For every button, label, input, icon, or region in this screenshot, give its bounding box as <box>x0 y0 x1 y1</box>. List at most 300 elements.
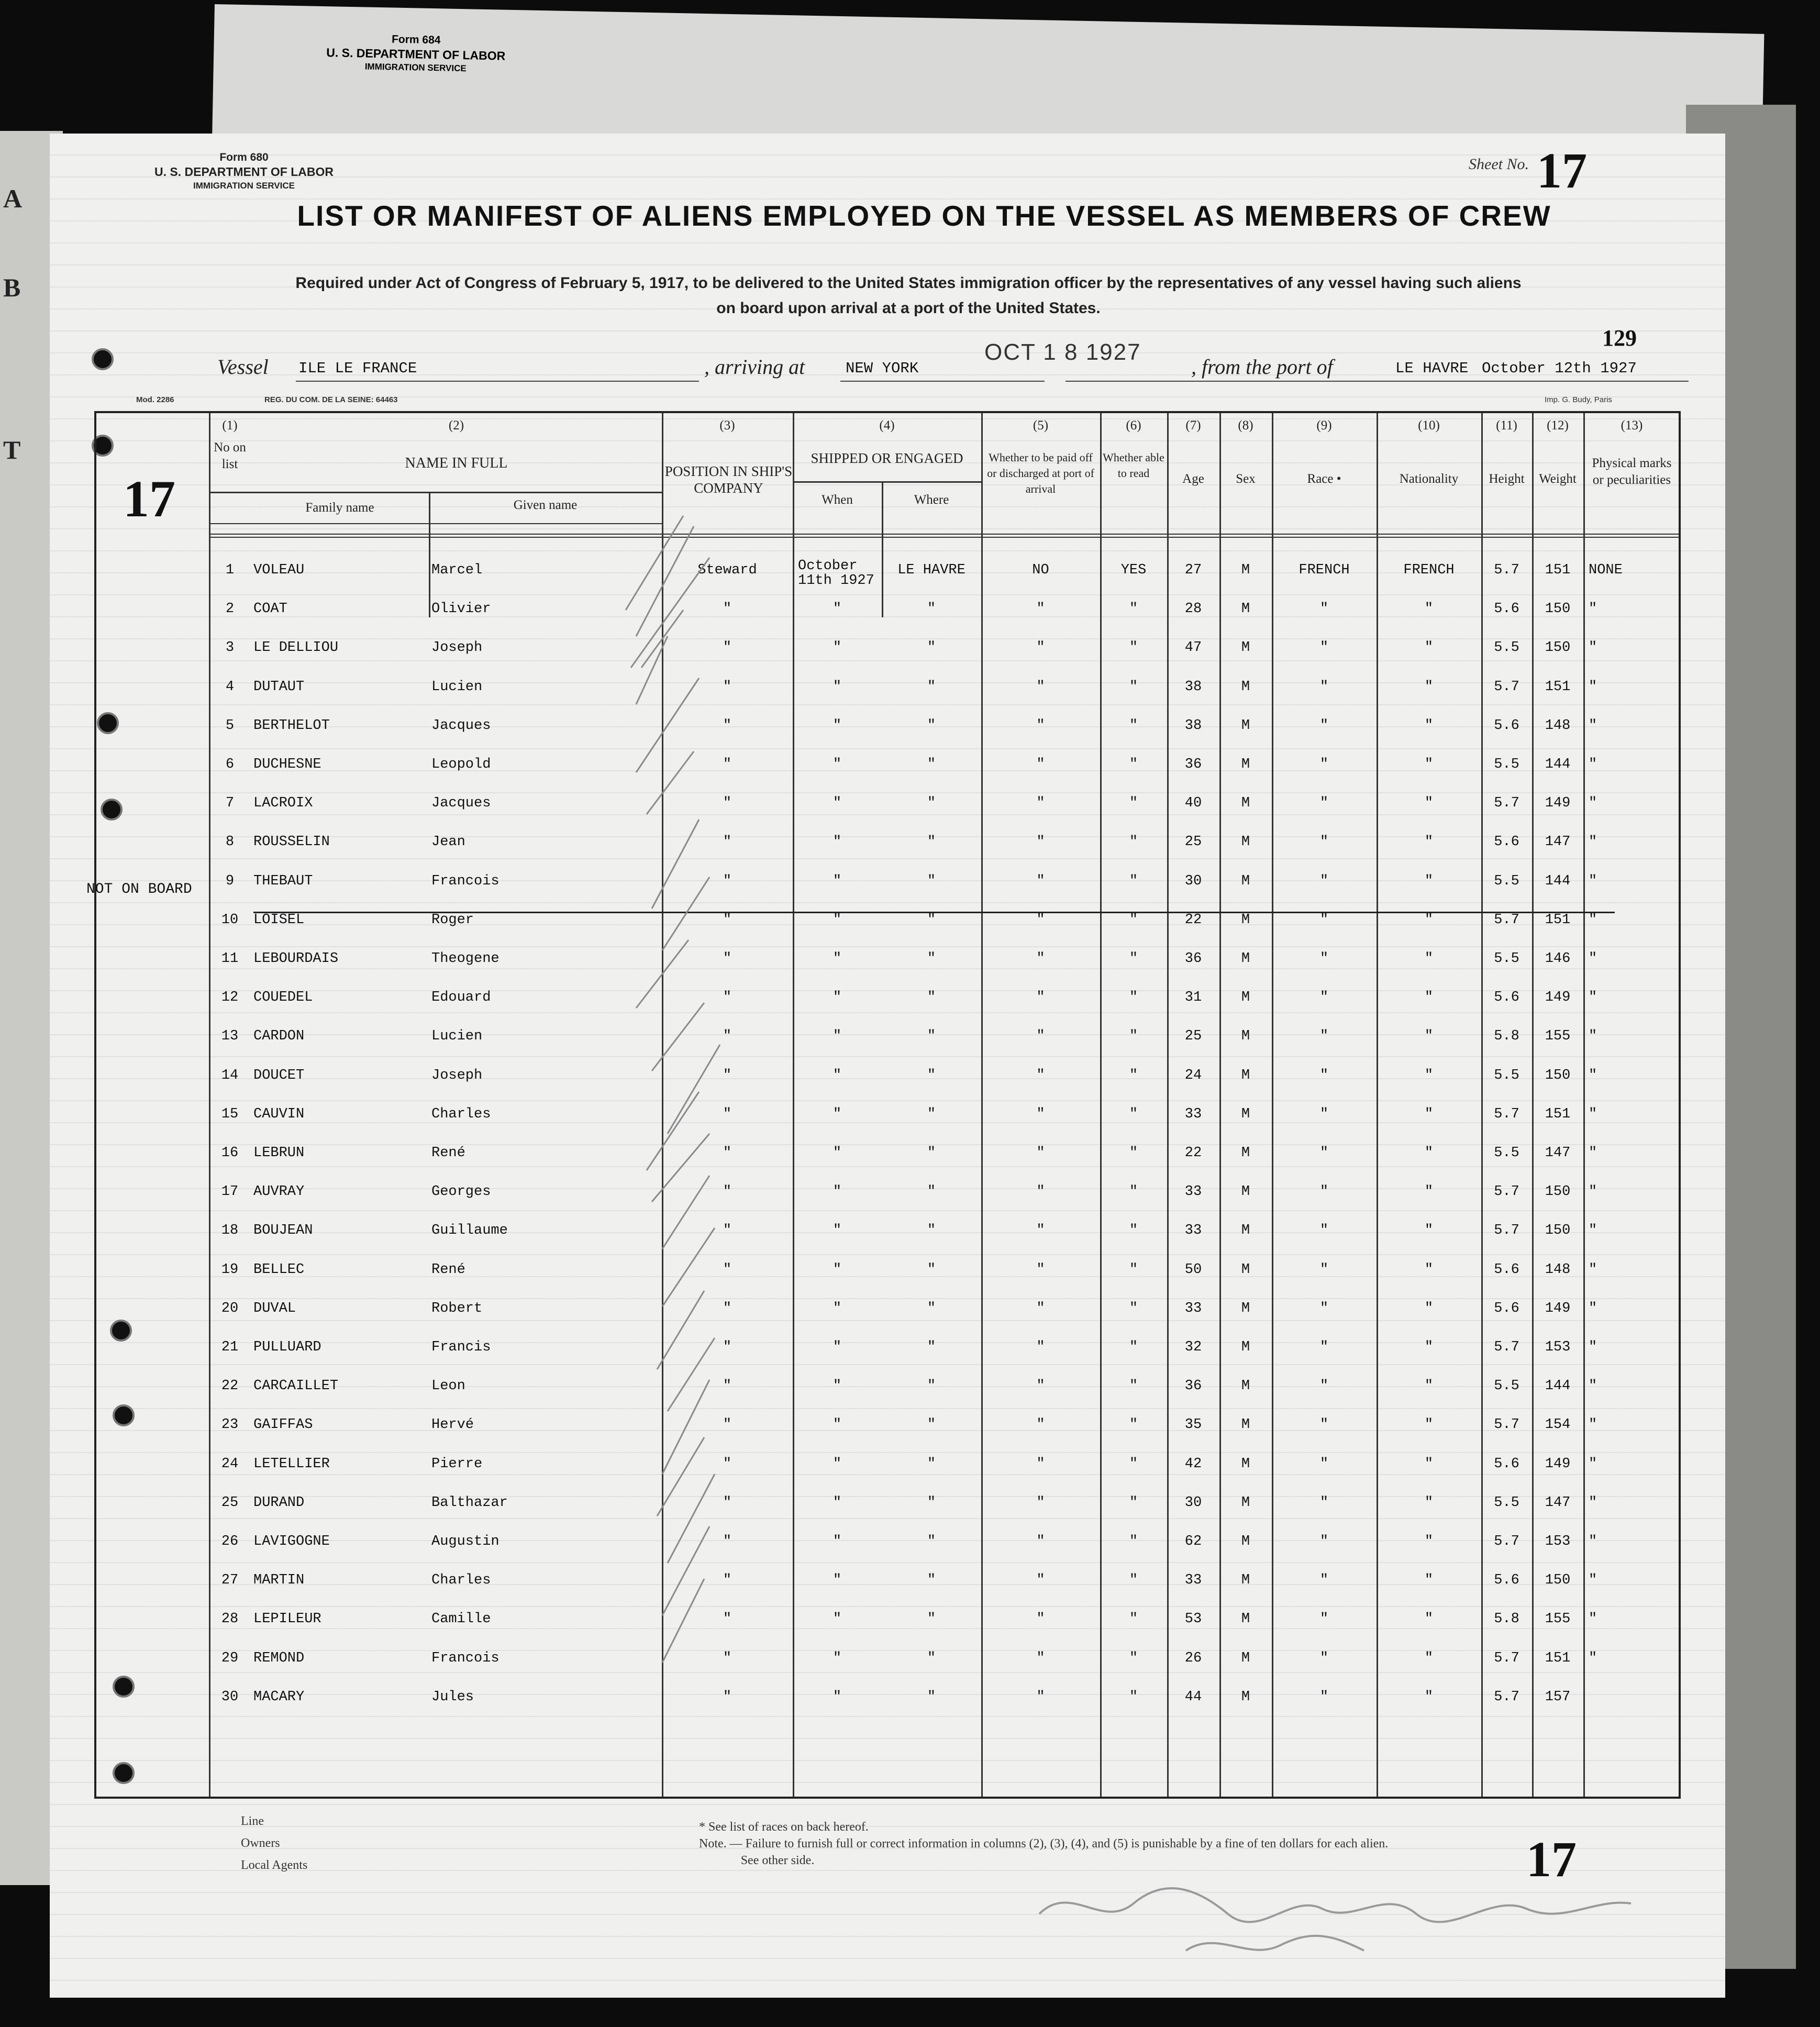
footer-owners-label: Owners <box>241 1836 280 1850</box>
col-4-where-header: Where <box>914 493 949 507</box>
cell-sex: M <box>1241 1611 1250 1627</box>
cell-race: " <box>1319 601 1329 617</box>
cell-read: " <box>1129 990 1138 1006</box>
cell-sex: M <box>1241 1378 1250 1394</box>
col-6-header: Whether able to read <box>1103 451 1164 480</box>
cell-position: " <box>723 1145 732 1161</box>
cell-read: YES <box>1120 562 1147 578</box>
cell-position: " <box>723 679 732 695</box>
cell-marks: NONE <box>1589 562 1623 578</box>
cell-read: " <box>1129 1300 1138 1316</box>
underlying-form-service: IMMIGRATION SERVICE <box>364 61 467 74</box>
col-2-given-header: Given name <box>513 498 578 512</box>
cell-given: Marcel <box>431 562 483 578</box>
cell-nationality: " <box>1424 1494 1434 1511</box>
cell-read: " <box>1129 757 1138 772</box>
cell-age: 30 <box>1184 873 1202 889</box>
col-10-number: (10) <box>1418 418 1440 433</box>
cell-age: 32 <box>1184 1339 1202 1355</box>
cell-race: " <box>1319 1689 1329 1705</box>
cell-sex: M <box>1241 1339 1250 1355</box>
sheet-number-label: Sheet No. <box>1469 156 1529 173</box>
cell-family: BERTHELOT <box>253 717 330 734</box>
cell-where: " <box>927 1261 936 1278</box>
cell-position: " <box>723 1106 732 1122</box>
departure-port: LE HAVRE <box>1395 360 1469 377</box>
cell-nationality: FRENCH <box>1403 562 1455 578</box>
col-13-header: Physical marks or peculiarities <box>1592 456 1672 487</box>
cell-given: Olivier <box>431 601 491 617</box>
cell-given: Theogene <box>431 951 500 967</box>
cell-position: " <box>723 990 732 1006</box>
cell-height: 5.7 <box>1494 562 1519 578</box>
cell-family: AUVRAY <box>253 1184 305 1200</box>
cell-family: LEBRUN <box>253 1145 305 1161</box>
cell-position: " <box>723 1456 732 1472</box>
cell-family: MACARY <box>253 1689 305 1705</box>
cell-race: " <box>1319 873 1329 889</box>
cell-no: 8 <box>225 834 235 850</box>
not-on-board-note: NOT ON BOARD <box>86 881 192 898</box>
cell-when: " <box>833 601 842 617</box>
cell-nationality: " <box>1424 1261 1434 1278</box>
cell-position: " <box>723 640 732 656</box>
cell-age: 33 <box>1184 1106 1202 1122</box>
cell-read: " <box>1129 1611 1138 1627</box>
cell-where: " <box>927 834 936 850</box>
cell-weight: 149 <box>1545 990 1571 1006</box>
cell-height: 5.5 <box>1494 1067 1519 1083</box>
cell-paid: " <box>1036 1456 1045 1472</box>
cell-position: " <box>723 873 732 889</box>
cell-age: 33 <box>1184 1300 1202 1316</box>
cell-marks: " <box>1589 1261 1597 1278</box>
cell-sex: M <box>1241 1106 1250 1122</box>
cell-age: 24 <box>1184 1067 1202 1083</box>
col-5-header: Whether to be paid off or discharged at port of arrival <box>987 451 1094 495</box>
cell-age: 25 <box>1184 1028 1202 1045</box>
cell-where: " <box>927 1300 936 1316</box>
cell-age: 30 <box>1184 1494 1202 1511</box>
cell-position: " <box>723 912 732 928</box>
cell-marks: " <box>1589 795 1597 812</box>
underlying-form-number: Form 684 <box>391 33 441 47</box>
cell-position: " <box>723 1611 732 1627</box>
registry-number: REG. DU COM. DE LA SEINE: 64463 <box>264 395 398 404</box>
cell-no: 18 <box>221 1223 239 1239</box>
cell-nationality: " <box>1424 1300 1434 1316</box>
cell-family: LAVIGOGNE <box>253 1534 330 1549</box>
cell-height: 5.5 <box>1494 873 1519 889</box>
cell-age: 22 <box>1184 912 1202 928</box>
cell-when: " <box>833 1028 842 1045</box>
cell-paid: " <box>1036 834 1045 850</box>
arrival-port: NEW YORK <box>846 360 919 377</box>
cell-paid: " <box>1036 1339 1045 1355</box>
cell-family: DURAND <box>253 1494 305 1511</box>
cell-race: " <box>1319 1378 1329 1394</box>
cell-where: " <box>927 601 936 617</box>
cell-position: " <box>723 1028 732 1045</box>
cell-given: Joseph <box>431 640 483 656</box>
cell-family: GAIFFAS <box>253 1417 313 1433</box>
row-6-strikethrough <box>253 912 1615 913</box>
cell-when: " <box>833 990 842 1006</box>
cell-age: 26 <box>1184 1650 1202 1666</box>
cell-race: " <box>1319 757 1329 772</box>
col-11-header: Height <box>1489 472 1525 486</box>
cell-weight: 157 <box>1545 1689 1571 1705</box>
cell-marks: " <box>1589 640 1597 656</box>
cell-age: 28 <box>1184 601 1202 617</box>
cell-family: CARDON <box>253 1028 305 1045</box>
cell-no: 7 <box>225 795 235 812</box>
cell-marks: " <box>1589 1300 1597 1316</box>
cell-no: 16 <box>221 1145 239 1161</box>
cell-no: 21 <box>221 1339 239 1355</box>
cell-when: " <box>833 1067 842 1083</box>
cell-no: 24 <box>221 1456 239 1472</box>
col-4-number: (4) <box>879 418 895 433</box>
cell-no: 20 <box>221 1300 239 1316</box>
cell-marks: " <box>1589 1572 1597 1589</box>
cell-family: LEBOURDAIS <box>253 951 339 967</box>
cell-position: " <box>723 795 732 812</box>
col-7-header: Age <box>1182 472 1204 486</box>
manifest-subtitle <box>175 271 1641 321</box>
cell-paid: " <box>1036 1494 1045 1511</box>
cell-read: " <box>1129 1106 1138 1122</box>
cell-nationality: " <box>1424 717 1434 734</box>
cell-no: 4 <box>225 679 235 695</box>
cell-nationality: " <box>1424 912 1434 928</box>
cell-position: " <box>723 1261 732 1278</box>
cell-nationality: " <box>1424 679 1434 695</box>
cell-position: " <box>723 601 732 617</box>
col-9-header: Race • <box>1307 472 1341 486</box>
cell-when: " <box>833 1611 842 1627</box>
cell-position: " <box>723 1572 732 1589</box>
cell-given: René <box>431 1145 465 1161</box>
cell-position: " <box>723 1534 732 1549</box>
cell-no: 22 <box>221 1378 239 1394</box>
races-note: * See list of races on back hereof. <box>699 1820 869 1834</box>
cell-read: " <box>1129 834 1138 850</box>
arriving-at-label: , arriving at <box>704 355 805 379</box>
cell-weight: 150 <box>1545 1223 1571 1239</box>
cell-position: " <box>723 1339 732 1355</box>
cell-paid: " <box>1036 1534 1045 1549</box>
cell-where: " <box>927 1223 936 1239</box>
cell-nationality: " <box>1424 1572 1434 1589</box>
cell-age: 36 <box>1184 757 1202 772</box>
cell-when: " <box>833 1494 842 1511</box>
cell-no: 29 <box>221 1650 239 1666</box>
cell-no: 6 <box>225 757 235 772</box>
cell-when: " <box>833 951 842 967</box>
cell-weight: 148 <box>1545 1261 1571 1278</box>
cell-nationality: " <box>1424 1145 1434 1161</box>
cell-when: " <box>833 1145 842 1161</box>
cell-paid: " <box>1036 1028 1045 1045</box>
cell-height: 5.7 <box>1494 1689 1519 1705</box>
cell-given: Robert <box>431 1300 483 1316</box>
cell-where: " <box>927 1339 936 1355</box>
cell-family: LETELLIER <box>253 1456 330 1472</box>
cell-family: DUTAUT <box>253 679 305 695</box>
cell-no: 17 <box>221 1184 239 1200</box>
cell-when: " <box>833 912 842 928</box>
cell-given: Jacques <box>431 795 491 812</box>
cell-when: " <box>833 873 842 889</box>
cell-paid: " <box>1036 679 1045 695</box>
cell-height: 5.6 <box>1494 1300 1519 1316</box>
cell-nationality: " <box>1424 1339 1434 1355</box>
cell-race: " <box>1319 1456 1329 1472</box>
cell-race: " <box>1319 990 1329 1006</box>
cell-when: " <box>833 1106 842 1122</box>
footer-sheet-number: 17 <box>1526 1831 1577 1887</box>
cell-paid: " <box>1036 1223 1045 1239</box>
cell-where: " <box>927 873 936 889</box>
cell-family: COAT <box>253 601 287 617</box>
cell-weight: 147 <box>1545 1145 1571 1161</box>
cell-height: 5.5 <box>1494 640 1519 656</box>
cell-no: 25 <box>221 1494 239 1511</box>
cell-read: " <box>1129 795 1138 812</box>
cell-nationality: " <box>1424 1184 1434 1200</box>
cell-age: 35 <box>1184 1417 1202 1433</box>
cell-marks: " <box>1589 1184 1597 1200</box>
form-department: U. S. DEPARTMENT OF LABOR <box>154 165 334 179</box>
cell-sex: M <box>1241 873 1250 889</box>
cell-height: 5.8 <box>1494 1028 1519 1045</box>
cell-race: " <box>1319 1534 1329 1549</box>
cell-where: " <box>927 1572 936 1589</box>
cell-position: " <box>723 1223 732 1239</box>
cell-position: " <box>723 834 732 850</box>
cell-paid: " <box>1036 1689 1045 1705</box>
cell-age: 22 <box>1184 1145 1202 1161</box>
cell-marks: " <box>1589 1417 1597 1433</box>
cell-marks: " <box>1589 990 1597 1006</box>
cell-marks: " <box>1589 1650 1597 1666</box>
cell-height: 5.7 <box>1494 912 1519 928</box>
cell-read: " <box>1129 1067 1138 1083</box>
cell-marks: " <box>1589 717 1597 734</box>
cell-nationality: " <box>1424 1534 1434 1549</box>
cell-marks: " <box>1589 1378 1597 1394</box>
cell-given: Camille <box>431 1611 491 1627</box>
cell-height: 5.6 <box>1494 1261 1519 1278</box>
cell-where: " <box>927 990 936 1006</box>
cell-sex: M <box>1241 640 1250 656</box>
cell-nationality: " <box>1424 951 1434 967</box>
cell-read: " <box>1129 1534 1138 1549</box>
cell-weight: 155 <box>1545 1611 1571 1627</box>
cell-weight: 144 <box>1545 873 1571 889</box>
cell-given: Charles <box>431 1106 491 1122</box>
cell-age: 38 <box>1184 717 1202 734</box>
cell-sex: M <box>1241 1184 1250 1200</box>
col-11-number: (11) <box>1496 418 1517 433</box>
cell-where: LE HAVRE <box>897 562 966 578</box>
manifest-title: LIST OR MANIFEST OF ALIENS EMPLOYED ON THE VESSEL AS MEMBERS OF CREW <box>297 200 1551 232</box>
cell-height: 5.6 <box>1494 717 1519 734</box>
cell-sex: M <box>1241 990 1250 1006</box>
cell-race: " <box>1319 1339 1329 1355</box>
cell-marks: " <box>1589 1339 1597 1355</box>
cell-given: Roger <box>431 912 474 928</box>
cell-race: " <box>1319 1494 1329 1511</box>
cell-sex: M <box>1241 795 1250 812</box>
cell-when: " <box>833 717 842 734</box>
cell-no: 15 <box>221 1106 239 1122</box>
cell-height: 5.8 <box>1494 1611 1519 1627</box>
cell-read: " <box>1129 717 1138 734</box>
form-number: Form 680 <box>219 151 269 163</box>
cell-age: 27 <box>1184 562 1202 578</box>
cell-height: 5.7 <box>1494 1534 1519 1549</box>
cell-weight: 151 <box>1545 912 1571 928</box>
cell-given: Leon <box>431 1378 465 1394</box>
cell-family: ROUSSELIN <box>253 834 330 850</box>
cell-weight: 150 <box>1545 601 1571 617</box>
cell-paid: " <box>1036 640 1045 656</box>
cell-race: FRENCH <box>1299 562 1350 578</box>
cell-position: " <box>723 1494 732 1511</box>
cell-race: " <box>1319 1261 1329 1278</box>
cell-family: LOISEL <box>253 912 305 928</box>
cell-read: " <box>1129 1650 1138 1666</box>
cell-given: Francis <box>431 1339 491 1355</box>
cell-nationality: " <box>1424 757 1434 772</box>
cell-where: " <box>927 1534 936 1549</box>
cell-sex: M <box>1241 757 1250 772</box>
cell-age: 44 <box>1184 1689 1202 1705</box>
cell-race: " <box>1319 1106 1329 1122</box>
from-port-label: , from the port of <box>1191 355 1333 379</box>
cell-no: 19 <box>221 1261 239 1278</box>
cell-read: " <box>1129 912 1138 928</box>
penalty-note: Note. — Failure to furnish full or correct information in columns (2), (3), (4), and (5) is punishable by a fine of ten dollars for each alien. <box>699 1837 1389 1851</box>
cell-sex: M <box>1241 1145 1250 1161</box>
cell-when: " <box>833 834 842 850</box>
cell-when: " <box>833 1417 842 1433</box>
arrival-date-stamp: OCT 1 8 1927 <box>984 339 1141 365</box>
cell-given: René <box>431 1261 465 1278</box>
cell-position: " <box>723 1417 732 1433</box>
cell-nationality: " <box>1424 1223 1434 1239</box>
cell-weight: 149 <box>1545 1456 1571 1472</box>
cell-where: " <box>927 1611 936 1627</box>
cell-weight: 150 <box>1545 1184 1571 1200</box>
cell-paid: " <box>1036 1145 1045 1161</box>
cell-sex: M <box>1241 1223 1250 1239</box>
cell-nationality: " <box>1424 873 1434 889</box>
cell-paid: " <box>1036 1572 1045 1589</box>
col-4-header: SHIPPED OR ENGAGED <box>811 450 963 466</box>
cell-read: " <box>1129 1339 1138 1355</box>
cell-when: " <box>833 1689 842 1705</box>
col-9-number: (9) <box>1316 418 1332 433</box>
cell-sex: M <box>1241 1534 1250 1549</box>
cell-marks: " <box>1589 834 1597 850</box>
cell-family: PULLUARD <box>253 1339 321 1355</box>
footer-note <box>699 1819 1589 1869</box>
cell-no: 27 <box>221 1572 239 1589</box>
cell-no: 3 <box>225 640 235 656</box>
cell-family: CARCAILLET <box>253 1378 339 1394</box>
cell-weight: 147 <box>1545 1494 1571 1511</box>
cell-sex: M <box>1241 1261 1250 1278</box>
cell-read: " <box>1129 640 1138 656</box>
cell-race: " <box>1319 951 1329 967</box>
cell-nationality: " <box>1424 795 1434 812</box>
cell-given: Francois <box>431 1650 500 1666</box>
cell-height: 5.7 <box>1494 1417 1519 1433</box>
cell-age: 47 <box>1184 640 1202 656</box>
cell-sex: M <box>1241 951 1250 967</box>
cell-family: LEPILEUR <box>253 1611 321 1627</box>
cell-marks: " <box>1589 679 1597 695</box>
cell-height: 5.7 <box>1494 1184 1519 1200</box>
cell-nationality: " <box>1424 1650 1434 1666</box>
cell-where: " <box>927 1494 936 1511</box>
cell-where: " <box>927 1417 936 1433</box>
cell-sex: M <box>1241 834 1250 850</box>
cell-height: 5.6 <box>1494 990 1519 1006</box>
cell-age: 25 <box>1184 834 1202 850</box>
cell-height: 5.5 <box>1494 1378 1519 1394</box>
cell-position: " <box>723 1650 732 1666</box>
cell-read: " <box>1129 1261 1138 1278</box>
cell-where: " <box>927 1184 936 1200</box>
col-13-number: (13) <box>1621 418 1643 433</box>
cell-age: 50 <box>1184 1261 1202 1278</box>
cell-weight: 155 <box>1545 1028 1571 1045</box>
cell-when: " <box>833 1650 842 1666</box>
col-12-header: Weight <box>1539 472 1577 486</box>
cell-when: " <box>833 640 842 656</box>
cell-marks: " <box>1589 873 1597 889</box>
cell-read: " <box>1129 1145 1138 1161</box>
cell-when-first-row: October <box>798 558 858 574</box>
cell-family: THEBAUT <box>253 873 313 889</box>
cell-height: 5.5 <box>1494 1145 1519 1161</box>
cell-marks: " <box>1589 1106 1597 1122</box>
cell-marks: " <box>1589 1028 1597 1045</box>
cell-race: " <box>1319 679 1329 695</box>
cell-age: 31 <box>1184 990 1202 1006</box>
cell-height: 5.6 <box>1494 834 1519 850</box>
cell-read: " <box>1129 1223 1138 1239</box>
cell-age: 33 <box>1184 1572 1202 1589</box>
cell-read: " <box>1129 873 1138 889</box>
cell-paid: " <box>1036 1300 1045 1316</box>
cell-given: Charles <box>431 1572 491 1589</box>
cell-weight: 153 <box>1545 1339 1571 1355</box>
col-2-number: (2) <box>448 418 464 433</box>
cell-age: 33 <box>1184 1223 1202 1239</box>
cell-height: 5.7 <box>1494 1339 1519 1355</box>
col-3-header: POSITION IN SHIP'S COMPANY <box>664 463 793 496</box>
col-2-family-header: Family name <box>305 501 374 515</box>
cell-given: Edouard <box>431 990 491 1006</box>
cell-height: 5.7 <box>1494 1106 1519 1122</box>
col-1-number: (1) <box>222 418 238 433</box>
cell-height: 5.6 <box>1494 601 1519 617</box>
